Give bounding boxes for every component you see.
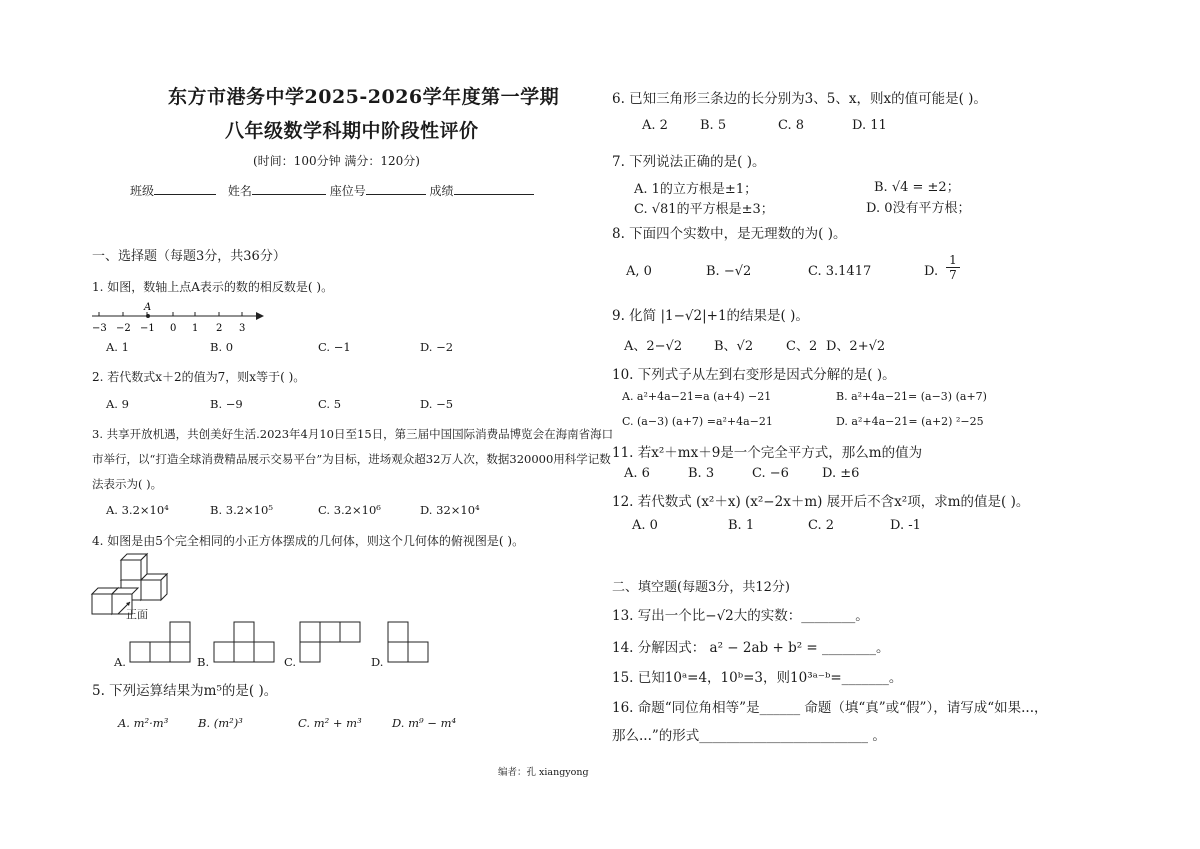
q5-option-c[interactable]: C. m² + m³ <box>298 716 362 730</box>
q5-option-b[interactable]: B. (m²)³ <box>198 716 243 730</box>
section2-heading: 二、填空题(每题3分，共12分) <box>612 580 790 595</box>
q3-option-c[interactable]: C. 3.2×10⁶ <box>318 503 381 517</box>
q10-option-b[interactable]: B. a²+4a−21= (a−3) (a+7) <box>836 390 987 403</box>
footer-author: 编者：孔 xiangyong <box>498 767 589 778</box>
class-blank[interactable] <box>154 182 216 195</box>
question-15: 15. 已知10ᵃ=4，10ᵇ=3，则10³ᵃ⁻ᵇ=_______。 <box>612 670 903 686</box>
name-blank[interactable] <box>252 182 326 195</box>
question-11: 11. 若x²＋mx＋9是一个完全平方式，那么m的值为 <box>612 445 923 461</box>
exam-time-info: (时间：100分钟 满分：120分) <box>253 154 420 168</box>
q7-option-b[interactable]: B. √4 = ±2； <box>874 180 960 195</box>
q10-option-a[interactable]: A. a²+4a−21=a (a+4) −21 <box>622 390 772 403</box>
q8-fraction <box>946 253 960 282</box>
q9-option-a[interactable]: A、2−√2 <box>624 339 683 354</box>
question-16-line2: 那么...”的形式_________________________ 。 <box>612 728 886 744</box>
exam-title-line2: 八年级数学科期中阶段性评价 <box>225 120 479 142</box>
exam-title-line1: 东方市港务中学2025-2026学年度第一学期 <box>168 86 560 108</box>
q8-option-a[interactable]: A, 0 <box>626 264 652 279</box>
tick-label: −3 <box>92 323 107 334</box>
q6-option-b[interactable]: B. 5 <box>700 118 727 133</box>
q8-option-b[interactable]: B. −√2 <box>706 264 752 279</box>
q3-option-b[interactable]: B. 3.2×10⁵ <box>210 503 273 517</box>
q7-option-c[interactable]: C. √81的平方根是±3； <box>634 202 774 217</box>
q2-option-d[interactable]: D. −5 <box>420 397 454 411</box>
q12-option-a[interactable]: A. 0 <box>632 518 658 533</box>
q1-option-b[interactable]: B. 0 <box>210 340 234 354</box>
q9-option-b[interactable]: B、√2 <box>714 339 754 354</box>
q7-option-d[interactable]: D. 0没有平方根； <box>866 201 971 216</box>
q4-option-b-letter[interactable]: B. <box>197 655 210 669</box>
tick-label: 3 <box>239 323 246 334</box>
q5-option-d[interactable]: D. m⁹ − m⁴ <box>392 716 457 730</box>
tick-label: −1 <box>140 323 155 334</box>
fraction-numerator: 1 <box>949 253 957 267</box>
q9-option-c[interactable]: C、2 <box>786 339 818 354</box>
score-blank[interactable] <box>454 182 534 195</box>
question-13: 13. 写出一个比−√2大的实数：________。 <box>612 608 869 624</box>
front-view-label: 正面 <box>126 608 148 621</box>
tick-label: −2 <box>116 323 131 334</box>
number-line-figure <box>88 298 268 334</box>
question-3-line3: 法表示为( )。 <box>92 477 163 491</box>
student-info-row <box>130 182 534 199</box>
tick-label: 2 <box>216 323 223 334</box>
question-3-line2: 市举行，以“打造全球消费精品展示交易平台”为目标，进场观众超32万人次，数据320000用科学记数 <box>92 452 611 466</box>
q3-option-a[interactable]: A. 3.2×10⁴ <box>106 503 169 517</box>
q2-option-b[interactable]: B. −9 <box>210 397 243 411</box>
q7-option-a[interactable]: A. 1的立方根是±1； <box>634 182 758 197</box>
q12-option-d[interactable]: D. -1 <box>890 518 921 533</box>
q5-option-a[interactable]: A. m²·m³ <box>118 716 169 730</box>
q8-option-d[interactable]: D. <box>924 264 939 279</box>
q12-option-b[interactable]: B. 1 <box>728 518 755 533</box>
q12-option-c[interactable]: C. 2 <box>808 518 835 533</box>
question-6: 6. 已知三角形三条边的长分别为3、5、x，则x的值可能是( )。 <box>612 91 987 107</box>
seat-blank[interactable] <box>366 182 426 195</box>
q6-option-c[interactable]: C. 8 <box>778 118 805 133</box>
point-a-dot <box>146 314 150 318</box>
seat-label: 座位号 <box>329 184 366 198</box>
q9-option-d[interactable]: D、2+√2 <box>826 339 886 354</box>
question-2: 2. 若代数式x＋2的值为7，则x等于( )。 <box>92 370 306 384</box>
question-4: 4. 如图是由5个完全相同的小正方体摆成的几何体，则这个几何体的俯视图是( )。 <box>92 534 525 548</box>
name-label: 姓名 <box>227 184 252 198</box>
q4-option-c-figure[interactable] <box>298 620 362 664</box>
question-8: 8. 下面四个实数中，是无理数的为( )。 <box>612 226 847 242</box>
q11-option-a[interactable]: A. 6 <box>624 466 650 481</box>
question-1: 1. 如图，数轴上点A表示的数的相反数是( )。 <box>92 280 334 294</box>
question-12: 12. 若代数式 (x²＋x) (x²−2x＋m) 展开后不含x²项，求m的值是( )。 <box>612 494 1030 510</box>
q10-option-c[interactable]: C. (a−3) (a+7) =a²+4a−21 <box>622 415 773 428</box>
question-14: 14. 分解因式： a² − 2ab + b² = ________。 <box>612 640 890 656</box>
q4-option-a-figure[interactable] <box>128 620 192 664</box>
q4-option-d-figure[interactable] <box>386 620 430 664</box>
q2-option-a[interactable]: A. 9 <box>106 397 129 411</box>
q4-option-c-letter[interactable]: C. <box>284 655 297 669</box>
question-10: 10. 下列式子从左到右变形是因式分解的是( )。 <box>612 367 896 383</box>
q4-option-b-figure[interactable] <box>212 620 276 664</box>
q4-option-a-letter[interactable]: A. <box>114 655 126 669</box>
q3-option-d[interactable]: D. 32×10⁴ <box>420 503 480 517</box>
section1-heading: 一、选择题（每题3分，共36分） <box>92 249 286 264</box>
q1-option-a[interactable]: A. 1 <box>106 340 129 354</box>
q2-option-c[interactable]: C. 5 <box>318 397 342 411</box>
q1-option-d[interactable]: D. −2 <box>420 340 454 354</box>
question-9: 9. 化简 |1−√2|+1的结果是( )。 <box>612 308 809 324</box>
score-label: 成绩 <box>429 184 454 198</box>
number-line-ticks <box>99 312 242 316</box>
q6-option-a[interactable]: A. 2 <box>642 118 668 133</box>
q8-option-c[interactable]: C. 3.1417 <box>808 264 872 279</box>
question-3-line1: 3. 共享开放机遇，共创美好生活.2023年4月10日至15日，第三届中国国际消费品博览会在海南省海口 <box>92 427 614 441</box>
point-a-label: A <box>144 302 152 313</box>
question-7: 7. 下列说法正确的是( )。 <box>612 154 766 170</box>
q11-option-c[interactable]: C. −6 <box>752 466 789 481</box>
q6-option-d[interactable]: D. 11 <box>852 118 887 133</box>
tick-label: 1 <box>192 323 199 334</box>
question-16-line1: 16. 命题“同位角相等”是______ 命题（填“真”或“假”），请写成“如果...， <box>612 700 1048 716</box>
class-label: 班级 <box>130 184 155 198</box>
q1-option-c[interactable]: C. −1 <box>318 340 351 354</box>
tick-label: 0 <box>170 323 177 334</box>
q11-option-d[interactable]: D. ±6 <box>822 466 860 481</box>
q10-option-d[interactable]: D. a²+4a−21= (a+2) ²−25 <box>836 415 984 428</box>
question-5: 5. 下列运算结果为m⁵的是( )。 <box>92 683 278 699</box>
q11-option-b[interactable]: B. 3 <box>688 466 715 481</box>
fraction-denominator: 7 <box>946 267 960 282</box>
q4-option-d-letter[interactable]: D. <box>371 655 384 669</box>
